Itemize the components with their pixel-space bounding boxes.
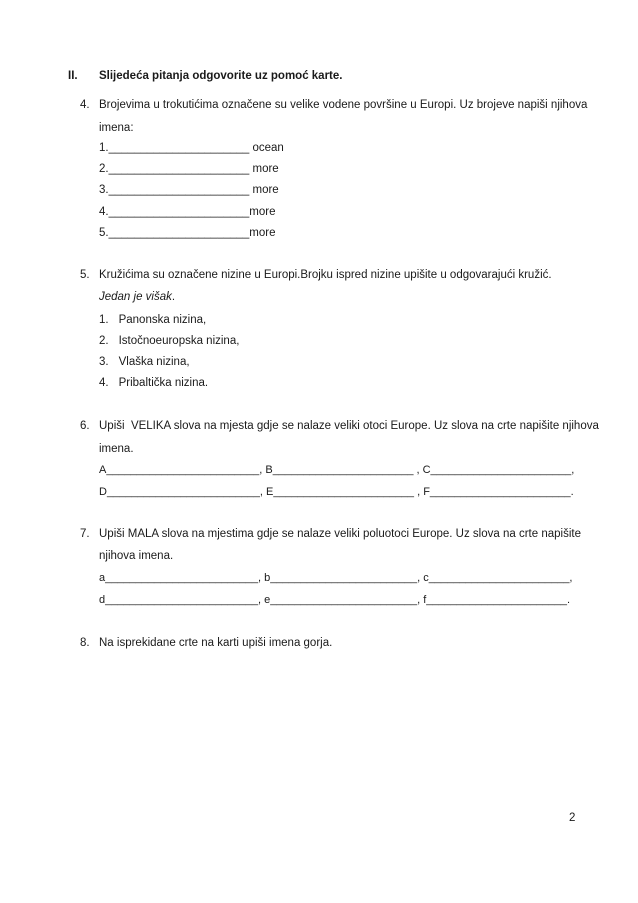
item-label: Pribaltička nizina. [118, 377, 209, 389]
question-6-text-line1: Upiši VELIKA slova na mjesta gdje se nalaze veliki otoci Europe. Uz slova na crte napišite njihova [99, 420, 599, 432]
question-7-text-line2: njihova imena. [99, 550, 174, 562]
question-5-note [99, 290, 175, 304]
question-6-number: 6. [80, 420, 90, 432]
item-label: Panonska nizina, [118, 314, 207, 326]
question-5-note-suffix: . [171, 291, 176, 303]
item-label: Istočnoeuropska nizina, [118, 335, 240, 347]
item-number: 2. [99, 335, 109, 347]
question-7-number: 7. [80, 528, 90, 540]
question-5-note-italic: Jedan je višak [99, 291, 172, 303]
page-number: 2 [569, 812, 576, 824]
item-number: 1. [99, 314, 109, 326]
question-7-answers-line2: d_________________________, e________________________, f_______________________. [99, 594, 571, 606]
question-8-text-line1: Na isprekidane crte na karti upiši imena gorja. [99, 637, 333, 649]
question-5-text-line1: Kružićima su označene nizine u Europi.Brojku ispred nizine upišite u odgovarajući kružić. [99, 269, 552, 281]
item-number: 4. [99, 377, 109, 389]
question-5-item-1 [99, 313, 206, 327]
question-4-answer-5: 5.______________________more [99, 227, 276, 239]
question-4-number: 4. [80, 99, 90, 111]
question-4-answer-4: 4.______________________more [99, 206, 276, 218]
question-6-answers-line1: A_________________________, B_______________________ , C_______________________, [99, 464, 575, 476]
question-6-text-line2: imena. [99, 443, 134, 455]
section-title: Slijedeća pitanja odgovorite uz pomoć karte. [99, 70, 343, 82]
question-6-answers-line2: D_________________________, E_______________________ , F_______________________. [99, 486, 574, 498]
question-5-item-4 [99, 376, 208, 390]
question-5-number: 5. [80, 269, 90, 281]
question-4-answer-2: 2.______________________ more [99, 163, 279, 175]
item-label: Vlaška nizina, [118, 356, 190, 368]
question-4-text-line1: Brojevima u trokutićima označene su velike vodene površine u Europi. Uz brojeve napiši njihova [99, 99, 588, 111]
question-4-answer-1: 1.______________________ ocean [99, 142, 284, 154]
question-7-text-line1: Upiši MALA slova na mjestima gdje se nalaze veliki poluotoci Europe. Uz slova na crte napišite [99, 528, 581, 540]
question-5-item-2 [99, 334, 239, 348]
question-4-answer-3: 3.______________________ more [99, 184, 279, 196]
item-number: 3. [99, 356, 109, 368]
question-4-text-line2: imena: [99, 122, 134, 134]
question-7-answers-line1: a_________________________, b________________________, c_______________________, [99, 572, 573, 584]
question-5-item-3 [99, 355, 190, 369]
section-number: II. [68, 70, 78, 82]
question-8-number: 8. [80, 637, 90, 649]
